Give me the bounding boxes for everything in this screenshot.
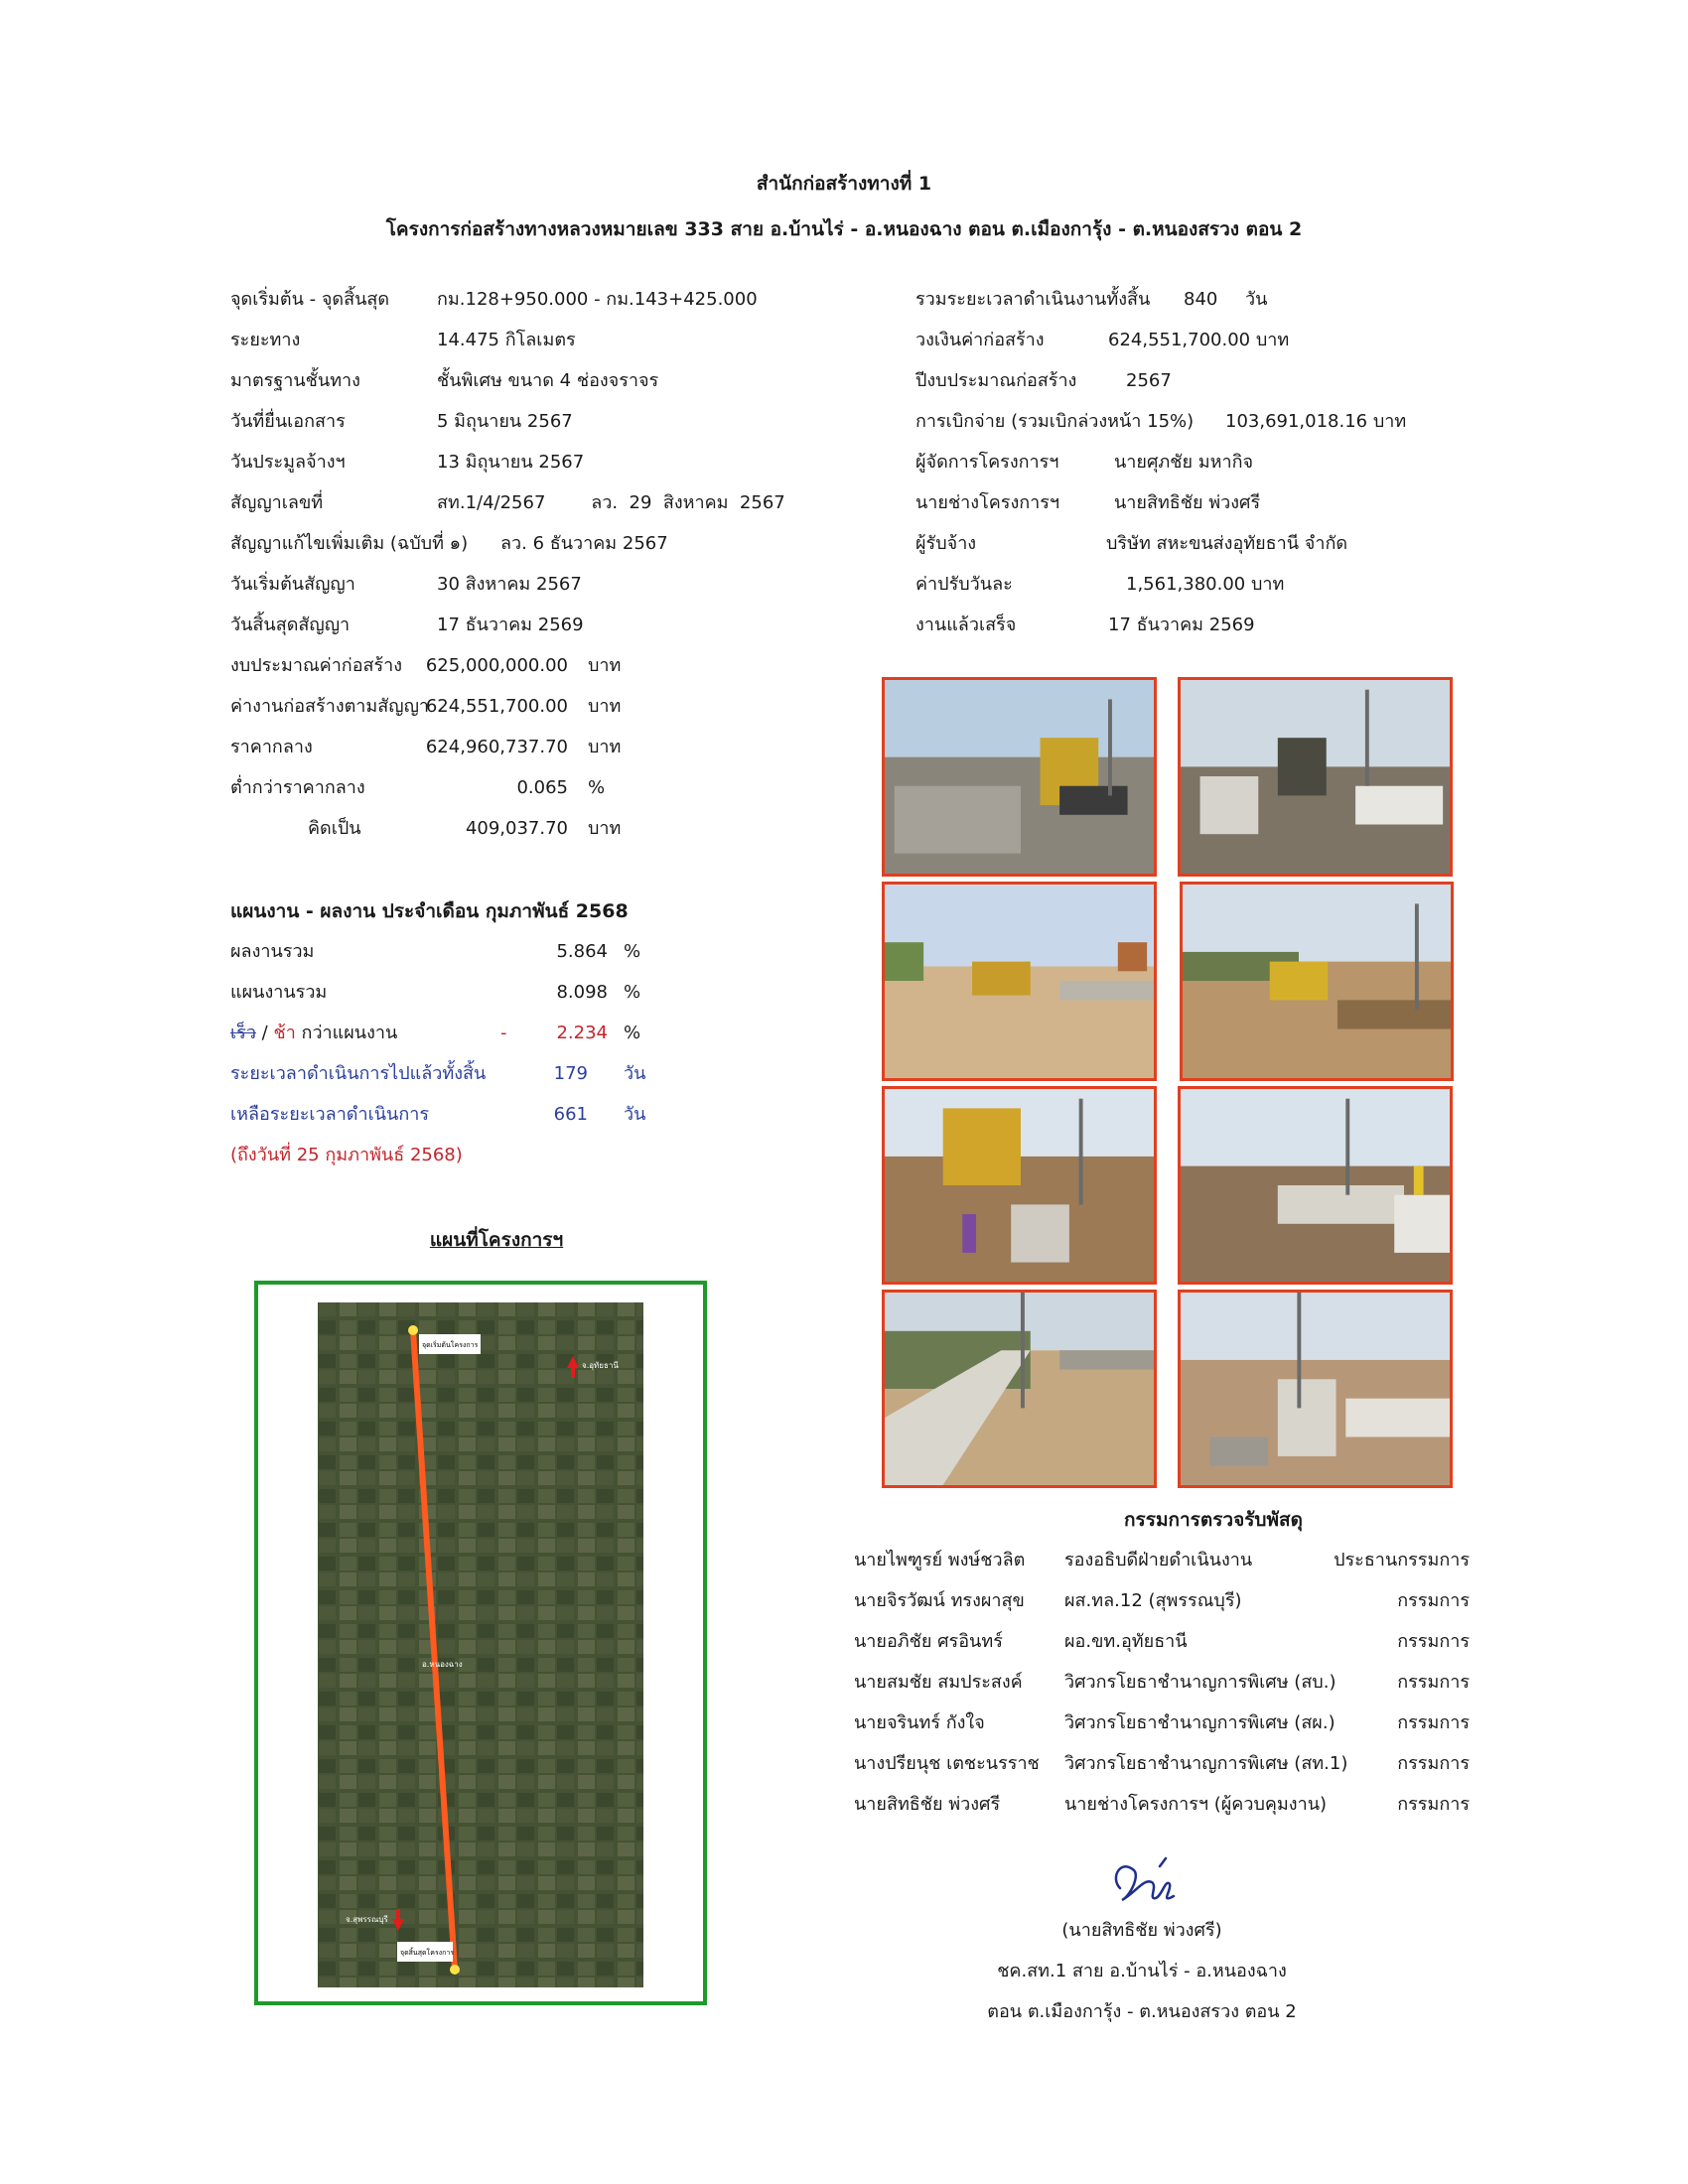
diff-sign: - — [500, 1023, 507, 1043]
info-unit: วัน — [1245, 289, 1268, 310]
committee-row — [854, 1793, 1470, 1817]
info-value: สท.1/4/2567 ลว. 29 สิงหาคม 2567 — [437, 492, 785, 513]
info-row — [915, 573, 1472, 597]
member-role: กรรมการ — [1397, 1794, 1470, 1815]
money-label: คิดเป็น — [308, 818, 361, 839]
info-label: มาตรฐานชั้นทาง — [230, 370, 360, 391]
site-photo — [882, 882, 1157, 1081]
info-row — [230, 532, 866, 556]
money-unit: บาท — [588, 737, 622, 757]
member-name: นายจรินทร์ กังใจ — [854, 1712, 985, 1733]
actual-label: ผลงานรวม — [230, 941, 315, 962]
fast-word: เร็ว — [230, 1023, 256, 1043]
info-value: 624,551,700.00 บาท — [1108, 330, 1290, 350]
money-value: 409,037.70 — [465, 818, 568, 839]
remain-label: เหลือระยะเวลาดำเนินการ — [230, 1104, 430, 1125]
member-position: รองอธิบดีฝ่ายดำเนินงาน — [1064, 1550, 1253, 1570]
info-row — [915, 614, 1472, 637]
info-value: 103,691,018.16 บาท — [1225, 411, 1407, 432]
vs-plan-word: กว่าแผนงาน — [301, 1023, 398, 1043]
signature-mark — [1100, 1848, 1190, 1914]
info-value: นายสิทธิชัย พ่วงศรี — [1114, 492, 1261, 513]
money-row — [230, 776, 647, 800]
member-role: กรรมการ — [1397, 1712, 1470, 1733]
info-label: วงเงินค่าก่อสร้าง — [915, 330, 1045, 350]
progress-actual-row — [230, 940, 647, 964]
info-value: กม.128+950.000 - กม.143+425.000 — [437, 289, 758, 310]
info-row — [915, 369, 1472, 393]
as-of-date: (ถึงวันที่ 25 กุมภาพันธ์ 2568) — [230, 1145, 463, 1165]
committee-heading: กรรมการตรวจรับพัสดุ — [1124, 1509, 1303, 1531]
member-name: นายสิทธิชัย พ่วงศรี — [854, 1794, 1001, 1815]
info-label: ปีงบประมาณก่อสร้าง — [915, 370, 1077, 391]
committee-row — [854, 1589, 1470, 1613]
info-row — [915, 491, 1472, 515]
member-position: ผอ.ขท.อุทัยธานี — [1064, 1631, 1188, 1652]
member-name: นายอภิชัย ศรอินทร์ — [854, 1631, 1003, 1652]
member-name: นายสมชัย สมประสงค์ — [854, 1672, 1023, 1693]
info-label: ระยะทาง — [230, 330, 301, 350]
info-value: 840 — [1184, 289, 1218, 310]
member-role: กรรมการ — [1397, 1590, 1470, 1611]
info-value: ชั้นพิเศษ ขนาด 4 ช่องจราจร — [437, 370, 659, 391]
info-label: ผู้จัดการโครงการฯ — [915, 452, 1059, 473]
member-role: ประธานกรรมการ — [1334, 1550, 1470, 1570]
member-role: กรรมการ — [1397, 1631, 1470, 1652]
info-label: งานแล้วเสร็จ — [915, 614, 1017, 635]
actual-value: 5.864 — [556, 941, 608, 962]
day-unit: วัน — [624, 1104, 646, 1125]
committee-row — [854, 1711, 1470, 1735]
money-value: 0.065 — [516, 777, 568, 798]
site-photo — [1178, 1290, 1453, 1488]
member-role: กรรมการ — [1397, 1672, 1470, 1693]
info-row — [230, 573, 866, 597]
end-point — [450, 1965, 460, 1975]
signer-title-1: ชค.สท.1 สาย อ.บ้านไร่ - อ.หนองฉาง — [997, 1961, 1287, 1981]
money-label: ค่างานก่อสร้างตามสัญญา — [230, 696, 430, 717]
info-label: วันที่ยื่นเอกสาร — [230, 411, 346, 432]
diff-value: 2.234 — [556, 1023, 608, 1043]
money-label: ต่ำกว่าราคากลาง — [230, 777, 365, 798]
remain-row — [230, 1103, 647, 1127]
info-value: 2567 — [1126, 370, 1172, 391]
info-label: ผู้รับจ้าง — [915, 533, 977, 554]
progress-heading: แผนงาน - ผลงาน ประจำเดือน กุมภาพันธ์ 2568 — [230, 900, 629, 922]
signer-name: (นายสิทธิชัย พ่วงศรี) — [1061, 1920, 1222, 1941]
info-row — [230, 451, 866, 475]
info-row — [915, 329, 1472, 352]
info-label: วันเริ่มต้นสัญญา — [230, 574, 355, 595]
site-photo — [1178, 677, 1453, 877]
info-label: การเบิกจ่าย (รวมเบิกล่วงหน้า 15%) — [915, 411, 1195, 432]
info-row — [915, 451, 1472, 475]
info-row — [230, 288, 866, 312]
committee-row — [854, 1671, 1470, 1695]
town-north: จ.อุทัยธานี — [582, 1361, 619, 1370]
office-title: สำนักก่อสร้างทางที่ 1 — [756, 173, 932, 195]
info-row — [915, 410, 1472, 434]
info-label: วันสิ้นสุดสัญญา — [230, 614, 351, 635]
plan-label: แผนงานรวม — [230, 982, 328, 1003]
info-value: 14.475 กิโลเมตร — [437, 330, 576, 350]
info-row — [230, 614, 866, 637]
info-row — [230, 369, 866, 393]
day-unit: วัน — [624, 1063, 646, 1084]
money-value: 624,551,700.00 — [425, 696, 568, 717]
money-row — [230, 736, 647, 759]
info-label: ค่าปรับวันละ — [915, 574, 1013, 595]
money-unit: % — [588, 777, 606, 798]
member-position: นายช่างโครงการฯ (ผู้ควบคุมงาน) — [1064, 1794, 1328, 1815]
money-value: 624,960,737.70 — [425, 737, 568, 757]
end-label: จุดสิ้นสุดโครงการ — [400, 1949, 455, 1957]
elapsed-row — [230, 1062, 647, 1086]
info-label: สัญญาแก้ไขเพิ่มเติม (ฉบับที่ ๑) — [230, 533, 469, 554]
project-map — [254, 1281, 707, 2005]
percent-unit: % — [624, 982, 641, 1003]
info-label: รวมระยะเวลาดำเนินงานทั้งสิ้น — [915, 289, 1151, 310]
town-south: จ.สุพรรณบุรี — [346, 1915, 388, 1924]
committee-row — [854, 1549, 1470, 1572]
member-position: วิศวกรโยธาชำนาญการพิเศษ (สผ.) — [1064, 1712, 1336, 1733]
info-value: 17 ธันวาคม 2569 — [437, 614, 584, 635]
elapsed-label: ระยะเวลาดำเนินการไปแล้วทั้งสิ้น — [230, 1063, 487, 1084]
site-photo — [1178, 1086, 1453, 1285]
info-label: วันประมูลจ้างฯ — [230, 452, 346, 473]
info-value: 13 มิถุนายน 2567 — [437, 452, 585, 473]
start-label: จุดเริ่มต้นโครงการ — [422, 1341, 479, 1349]
slash: / — [261, 1023, 268, 1043]
info-value: 17 ธันวาคม 2569 — [1108, 614, 1255, 635]
member-position: วิศวกรโยธาชำนาญการพิเศษ (สบ.) — [1064, 1672, 1336, 1693]
site-photo — [1180, 882, 1454, 1081]
percent-unit: % — [624, 1023, 641, 1043]
money-row — [230, 817, 647, 841]
member-name: นายจิรวัฒน์ ทรงผาสุข — [854, 1590, 1025, 1611]
slow-word: ช้า — [273, 1023, 296, 1043]
progress-plan-row — [230, 981, 647, 1005]
money-label: งบประมาณค่าก่อสร้าง — [230, 655, 403, 676]
member-name: นายไพฑูรย์ พงษ์ชวลิต — [854, 1550, 1026, 1570]
site-photo — [882, 1086, 1157, 1285]
remain-value: 661 — [553, 1104, 588, 1125]
committee-row — [854, 1630, 1470, 1654]
start-point — [408, 1325, 418, 1335]
site-photo — [882, 1290, 1157, 1488]
info-row — [230, 410, 866, 434]
signer-title-2: ตอน ต.เมืองการุ้ง - ต.หนองสรวง ตอน 2 — [987, 2001, 1297, 2022]
project-title: โครงการก่อสร้างทางหลวงหมายเลข 333 สาย อ.บ้านไร่ - อ.หนองฉาง ตอน ต.เมืองการุ้ง - ต.หนองสรวง ตอน 2 — [385, 218, 1303, 240]
info-value: 1,561,380.00 บาท — [1126, 574, 1285, 595]
percent-unit: % — [624, 941, 641, 962]
info-label: สัญญาเลขที่ — [230, 492, 324, 513]
money-row — [230, 695, 647, 719]
info-value: 30 สิงหาคม 2567 — [437, 574, 582, 595]
site-photo — [882, 677, 1157, 877]
info-value: ลว. 6 ธันวาคม 2567 — [500, 533, 668, 554]
info-row — [915, 288, 1472, 312]
member-name: นางปรียนุช เตชะนรราช — [854, 1753, 1040, 1774]
member-position: วิศวกรโยธาชำนาญการพิเศษ (สท.1) — [1064, 1753, 1348, 1774]
member-role: กรรมการ — [1397, 1753, 1470, 1774]
elapsed-value: 179 — [553, 1063, 588, 1084]
money-label: ราคากลาง — [230, 737, 313, 757]
map-title: แผนที่โครงการฯ — [429, 1229, 564, 1251]
info-label: จุดเริ่มต้น - จุดสิ้นสุด — [230, 289, 390, 310]
info-value: 5 มิถุนายน 2567 — [437, 411, 573, 432]
money-unit: บาท — [588, 655, 622, 676]
member-position: ผส.ทล.12 (สุพรรณบุรี) — [1064, 1590, 1242, 1611]
info-value: บริษัท สหะขนส่งอุทัยธานี จำกัด — [1106, 533, 1348, 554]
info-row — [915, 532, 1472, 556]
money-unit: บาท — [588, 818, 622, 839]
money-value: 625,000,000.00 — [425, 655, 568, 676]
plan-value: 8.098 — [556, 982, 608, 1003]
satellite-map — [258, 1285, 703, 2001]
diff-label — [230, 1022, 397, 1045]
money-row — [230, 654, 647, 678]
town-middle: อ.หนองฉาง — [422, 1660, 463, 1669]
money-unit: บาท — [588, 696, 622, 717]
info-row — [230, 329, 866, 352]
info-row — [230, 491, 866, 515]
committee-row — [854, 1752, 1470, 1776]
info-value: นายศุภชัย มหากิจ — [1114, 452, 1254, 473]
progress-diff-row — [230, 1022, 647, 1045]
info-label: นายช่างโครงการฯ — [915, 492, 1060, 513]
